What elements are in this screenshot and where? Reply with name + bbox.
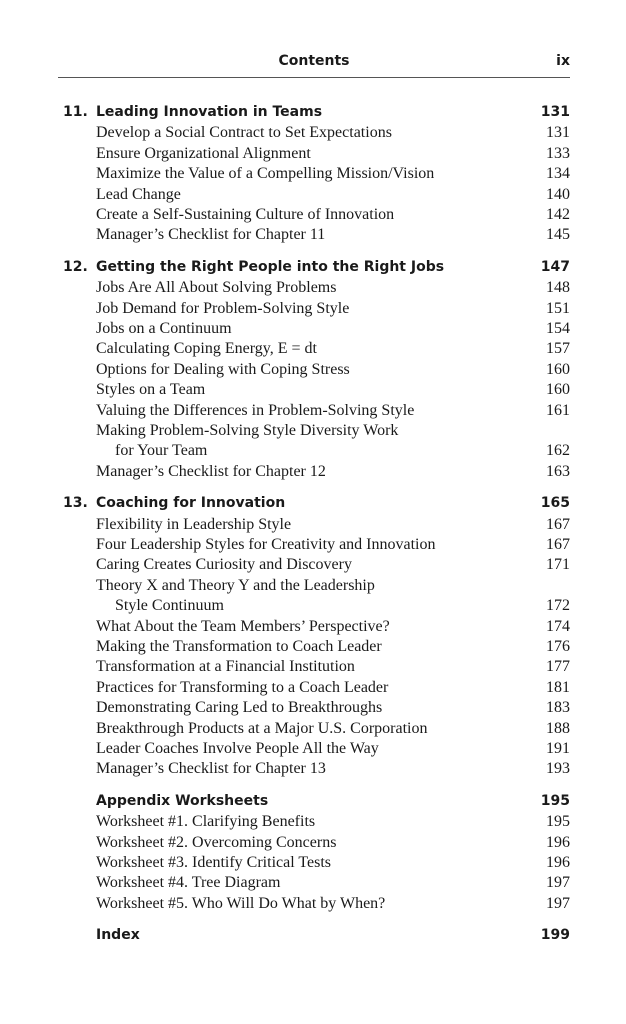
entry-title: Lead Change	[96, 185, 181, 203]
entry-title: Styles on a Team	[96, 381, 206, 399]
toc-entry	[0, 740, 626, 760]
running-header	[58, 53, 570, 78]
chapter-heading	[0, 259, 626, 279]
page-number: 160	[546, 381, 570, 399]
toc-entry	[0, 679, 626, 699]
entry-title: Transformation at a Financial Institution	[96, 658, 355, 676]
toc-entry	[0, 813, 626, 833]
page-number: 151	[546, 299, 570, 317]
page-number: 172	[546, 597, 570, 615]
page-number: 195	[540, 792, 570, 809]
entry-title: Making the Transformation to Coach Leader	[96, 638, 382, 655]
toc-entry	[0, 516, 626, 536]
page-number: 197	[546, 874, 570, 892]
toc-entry	[0, 874, 626, 894]
toc-entry	[0, 124, 626, 144]
page-number: 167	[546, 515, 570, 533]
page-number: 147	[540, 258, 570, 275]
entry-title: Manager’s Checklist for Chapter 13	[96, 760, 326, 778]
page-number: 181	[546, 678, 570, 696]
entry-title: Four Leadership Styles for Creativity and Innovation	[96, 536, 436, 553]
entry-title: Develop a Social Contract to Set Expectations	[96, 124, 392, 142]
toc-entry	[0, 658, 626, 678]
entry-title: Leading Innovation in Teams	[96, 104, 323, 120]
toc-entry-continuation	[0, 597, 626, 617]
toc-entry	[0, 760, 626, 780]
entry-title: Theory X and Theory Y and the Leadership	[96, 576, 375, 594]
entry-title: Manager’s Checklist for Chapter 12	[96, 462, 326, 480]
page-number: 133	[546, 144, 570, 162]
chapter-number: 13.	[63, 495, 88, 512]
page-number: 197	[546, 894, 570, 912]
toc-entry	[0, 381, 626, 401]
page-number: 183	[546, 699, 570, 717]
toc-entry	[0, 577, 626, 597]
page-number: 142	[546, 206, 570, 223]
entry-title: Manager’s Checklist for Chapter 11	[96, 226, 326, 244]
page-number: 134	[546, 165, 570, 183]
page-number: 199	[540, 927, 570, 944]
page-number: 140	[546, 185, 570, 203]
entry-title: Worksheet #5. Who Will Do What by When?	[96, 894, 386, 912]
chapter-heading	[0, 104, 626, 124]
entry-title: Worksheet #4. Tree Diagram	[96, 874, 281, 892]
page-number: 131	[540, 104, 570, 120]
toc-entry	[0, 145, 626, 165]
entry-title: Worksheet #3. Identify Critical Tests	[96, 854, 332, 871]
toc-entry	[0, 186, 626, 206]
chapter-number: 12.	[63, 258, 88, 275]
entry-title: Coaching for Innovation	[96, 495, 286, 512]
page-number: 193	[546, 760, 570, 778]
entry-title: Worksheet #2. Overcoming Concerns	[96, 833, 337, 851]
toc-entry	[0, 895, 626, 915]
entry-title: Demonstrating Caring Led to Breakthroughs	[96, 699, 383, 717]
entry-title: Leader Coaches Involve People All the Way	[96, 740, 379, 757]
entry-title: Jobs on a Continuum	[96, 320, 232, 337]
page-number: 145	[546, 226, 570, 244]
page-number: 171	[546, 556, 570, 574]
entry-title: Ensure Organizational Alignment	[96, 144, 311, 162]
entry-title: Maximize the Value of a Compelling Mission/Vision	[96, 165, 435, 183]
page-number: 161	[546, 401, 570, 419]
header-title: Contents	[278, 53, 350, 69]
toc-entry	[0, 402, 626, 422]
page-number: 167	[546, 536, 570, 553]
entry-title: Options for Dealing with Coping Stress	[96, 360, 350, 378]
toc-entry	[0, 720, 626, 740]
toc-entry	[0, 300, 626, 320]
page-number: 154	[546, 320, 570, 337]
entry-title: Caring Creates Curiosity and Discovery	[96, 556, 352, 574]
page-number: 148	[546, 279, 570, 297]
entry-title-continuation: Style Continuum	[115, 597, 224, 615]
page-number: 165	[540, 495, 570, 512]
index-heading	[0, 927, 626, 947]
entry-title: Create a Self-Sustaining Culture of Innovation	[96, 206, 395, 223]
entry-title: Valuing the Differences in Problem-Solving Style	[96, 401, 415, 419]
page-number: 176	[546, 638, 570, 655]
toc-entry	[0, 854, 626, 874]
page-number: 196	[546, 854, 570, 871]
page-number: 162	[546, 442, 570, 460]
page-number: 188	[546, 719, 570, 737]
page-number: 196	[546, 833, 570, 851]
toc-entry	[0, 361, 626, 381]
toc-entry	[0, 556, 626, 576]
page-number: 177	[546, 658, 570, 676]
entry-title: Job Demand for Problem-Solving Style	[96, 299, 350, 317]
entry-title: Worksheet #1. Clarifying Benefits	[96, 813, 316, 831]
entry-title: Breakthrough Products at a Major U.S. Corporation	[96, 719, 428, 737]
page-number: 195	[546, 813, 570, 831]
entry-title: Jobs Are All About Solving Problems	[96, 279, 337, 297]
entry-title: Getting the Right People into the Right Jobs	[96, 258, 445, 275]
entry-title-continuation: for Your Team	[115, 442, 208, 460]
entry-title: Calculating Coping Energy, E = dt	[96, 340, 317, 358]
toc-entry	[0, 422, 626, 442]
chapter-heading	[0, 495, 626, 515]
entry-title: Practices for Transforming to a Coach Leader	[96, 678, 389, 696]
toc-entry	[0, 834, 626, 854]
toc-entry	[0, 699, 626, 719]
page-number: 191	[546, 740, 570, 757]
page-number: 160	[546, 360, 570, 378]
entry-title: Index	[96, 927, 140, 944]
page-number: 131	[546, 124, 570, 142]
page-number: 163	[546, 462, 570, 480]
chapter-number: 11.	[63, 104, 88, 120]
entry-title: Making Problem-Solving Style Diversity Work	[96, 422, 399, 439]
toc-entry	[0, 279, 626, 299]
toc-entry	[0, 638, 626, 658]
toc-entry	[0, 206, 626, 226]
toc-entry	[0, 226, 626, 246]
toc-entry	[0, 165, 626, 185]
entry-title: Flexibility in Leadership Style	[96, 515, 292, 533]
toc-entry	[0, 320, 626, 340]
page-number: 157	[546, 340, 570, 358]
toc-entry	[0, 463, 626, 483]
entry-title: What About the Team Members’ Perspective?	[96, 617, 390, 635]
appendix-heading	[0, 793, 626, 813]
page-number: 174	[546, 617, 570, 635]
toc-entry	[0, 340, 626, 360]
entry-title: Appendix Worksheets	[96, 792, 269, 809]
header-page-number: ix	[556, 53, 570, 69]
toc-entry	[0, 536, 626, 556]
toc-entry-continuation	[0, 442, 626, 462]
toc-entry	[0, 618, 626, 638]
